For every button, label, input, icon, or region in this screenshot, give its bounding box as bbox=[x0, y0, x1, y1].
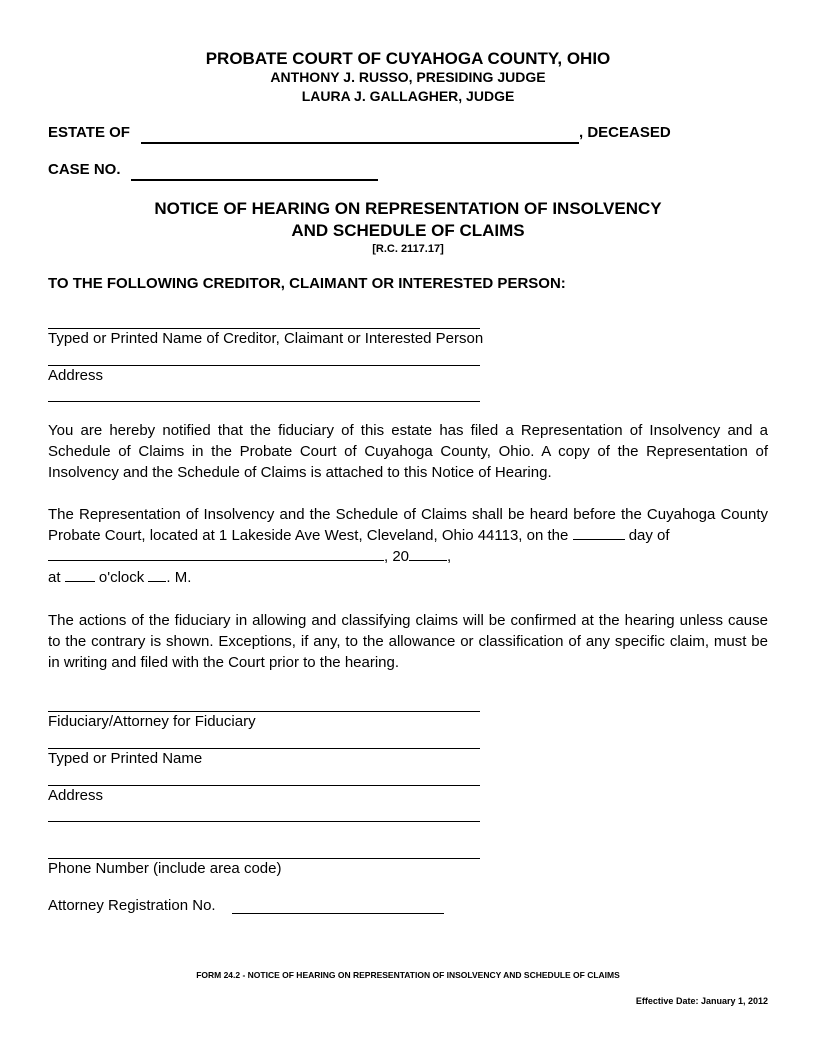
hour-field[interactable] bbox=[65, 567, 95, 582]
effective-date: Effective Date: January 1, 2012 bbox=[635, 996, 768, 1006]
paragraph-notice: You are hereby notified that the fiduciary of this estate has filed a Representation of Insolvency and a Schedule of Claims in the Probate Court of Cuyahoga County, Ohio. A copy of the Representation of Insolvency and the Schedule of Claims is attached to this Notice of Hearing. bbox=[48, 422, 768, 481]
typed-name-label: Typed or Printed Name bbox=[48, 750, 203, 767]
phone-label: Phone Number (include area code) bbox=[48, 860, 282, 877]
paragraph-hearing bbox=[48, 504, 768, 588]
presiding-judge: ANTHONY J. RUSSO, PRESIDING JUDGE bbox=[270, 69, 546, 85]
judge: LAURA J. GALLAGHER, JUDGE bbox=[301, 88, 515, 104]
meridiem-text: . M. bbox=[166, 569, 192, 586]
attorney-reg-field[interactable] bbox=[232, 913, 444, 914]
fiduciary-label: Fiduciary/Attorney for Fiduciary bbox=[48, 713, 256, 730]
estate-label: ESTATE OF bbox=[48, 124, 130, 141]
case-label: CASE NO. bbox=[48, 161, 121, 178]
recipient-address-line[interactable] bbox=[48, 365, 480, 366]
day-of-text: day of bbox=[628, 527, 670, 544]
year-field[interactable] bbox=[409, 546, 447, 561]
year-prefix: , 20 bbox=[384, 548, 410, 565]
recipient-address-line-2[interactable] bbox=[48, 401, 480, 402]
statute-reference: [R.C. 2117.17] bbox=[372, 243, 444, 255]
address-label: Address bbox=[48, 787, 104, 804]
am-pm-field[interactable] bbox=[148, 567, 166, 582]
oclock-text: o'clock bbox=[98, 569, 145, 586]
at-text: at bbox=[48, 569, 61, 586]
address-line[interactable] bbox=[48, 785, 480, 786]
recipient-name-label: Typed or Printed Name of Creditor, Claimant or Interested Person bbox=[48, 330, 484, 347]
form-title-line1: NOTICE OF HEARING ON REPRESENTATION OF INSOLVENCY bbox=[154, 199, 662, 218]
addressee-heading: TO THE FOLLOWING CREDITOR, CLAIMANT OR INTERESTED PERSON: bbox=[48, 275, 566, 292]
hearing-text: The Representation of Insolvency and the Schedule of Claims shall be heard before the Cuyahoga County Probate Court, located at 1 Lakeside Ave West, Cleveland, Ohio 44113, on the bbox=[48, 506, 768, 544]
case-number-field[interactable] bbox=[131, 161, 378, 181]
estate-field[interactable] bbox=[141, 124, 579, 144]
court-name: PROBATE COURT OF CUYAHOGA COUNTY, OHIO bbox=[205, 49, 611, 68]
month-field[interactable] bbox=[48, 546, 384, 561]
form-title-line2: AND SCHEDULE OF CLAIMS bbox=[291, 221, 525, 240]
attorney-reg-label: Attorney Registration No. bbox=[48, 897, 216, 914]
paragraph-actions: The actions of the fiduciary in allowing and classifying claims will be confirmed at the hearing unless cause to the contrary is shown. Exceptions, if any, to the allowance or classification of any specific claim, must be in writing and filed with the Court prior to the hearing. bbox=[48, 612, 768, 671]
comma: , bbox=[447, 548, 452, 565]
address-line-2[interactable] bbox=[48, 821, 480, 822]
form-footer: FORM 24.2 - NOTICE OF HEARING ON REPRESENTATION OF INSOLVENCY AND SCHEDULE OF CLAIMS bbox=[196, 970, 620, 980]
day-field[interactable] bbox=[573, 525, 625, 540]
recipient-address-label: Address bbox=[48, 367, 104, 384]
deceased-label: , DECEASED bbox=[579, 124, 671, 141]
